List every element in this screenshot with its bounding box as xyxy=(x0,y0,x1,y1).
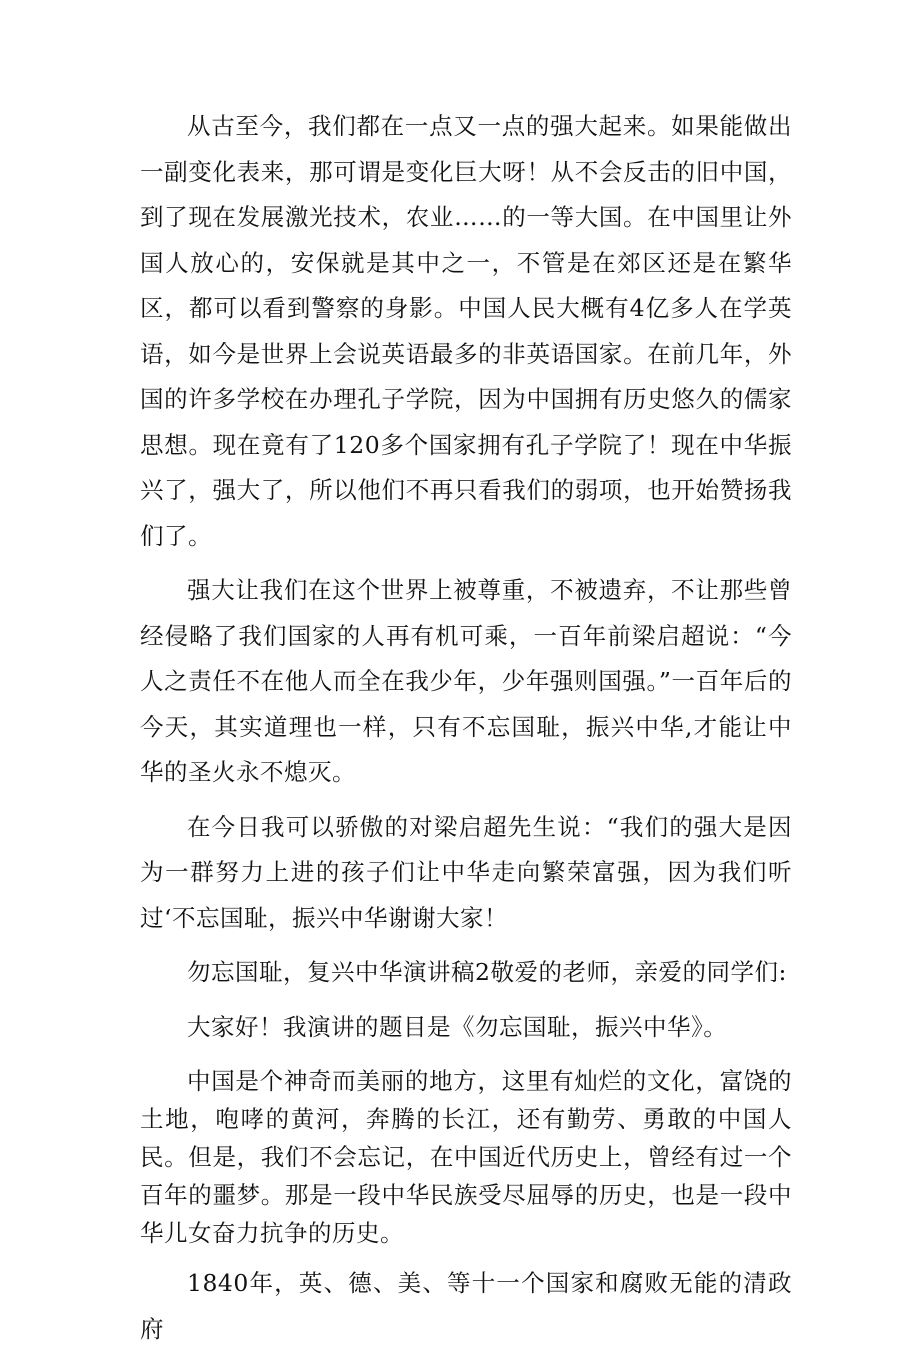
paragraph-respect: 强大让我们在这个世界上被尊重，不被遗弃，不让那些曾经侵略了我们国家的人再有机可乘，一百年前梁启超说：“今人之责任不在他人而全在我少年，少年强则国强。”一百年后的今天，其实道理也一样，只有不忘国耻，振兴中华,才能让中华的圣火永不熄灭。 xyxy=(140,576,792,786)
paragraph-liang-qichao: 在今日我可以骄傲的对梁启超先生说：“我们的强大是因为一群努力上进的孩子们让中华走向繁荣富强，因为我们听过‘不忘国耻，振兴中华谢谢大家！ xyxy=(140,812,792,932)
paragraph-growing-strong: 从古至今，我们都在一点又一点的强大起来。如果能做出一副变化表来，那可谓是变化巨大呀！从不会反击的旧中国，到了现在发展激光技术，农业……的一等大国。在中国里让外国人放心的，安保就是其中之一，不管是在郊区还是在繁华区，都可以看到警察的身影。中国人民大概有4亿多人在学英语，如今是世界上会说英语最多的非英语国家。在前几年，外国的许多学校在办理孔子学院，因为中国拥有历史悠久的儒家思想。现在竟有了120多个国家拥有孔子学院了！现在中华振兴了，强大了，所以他们不再只看我们的弱项，也开始赞扬我们了。 xyxy=(140,112,792,550)
paragraph-1840: 1840年，英、德、美、等十一个国家和腐败无能的清政府 xyxy=(140,1269,792,1343)
paragraph-speech-title: 勿忘国耻，复兴中华演讲稿2敬爱的老师，亲爱的同学们: xyxy=(187,958,787,986)
paragraph-greeting: 大家好！我演讲的题目是《勿忘国耻，振兴中华》。 xyxy=(187,1012,728,1041)
paragraph-china-history: 中国是个神奇而美丽的地方，这里有灿烂的文化，富饶的土地，咆哮的黄河，奔腾的长江，还有勤劳、勇敢的中国人民。但是，我们不会忘记，在中国近代历史上，曾经有过一个百年的噩梦。那是一段中华民族受尽屈辱的历史，也是一段中华儿女奋力抗争的历史。 xyxy=(140,1067,792,1247)
